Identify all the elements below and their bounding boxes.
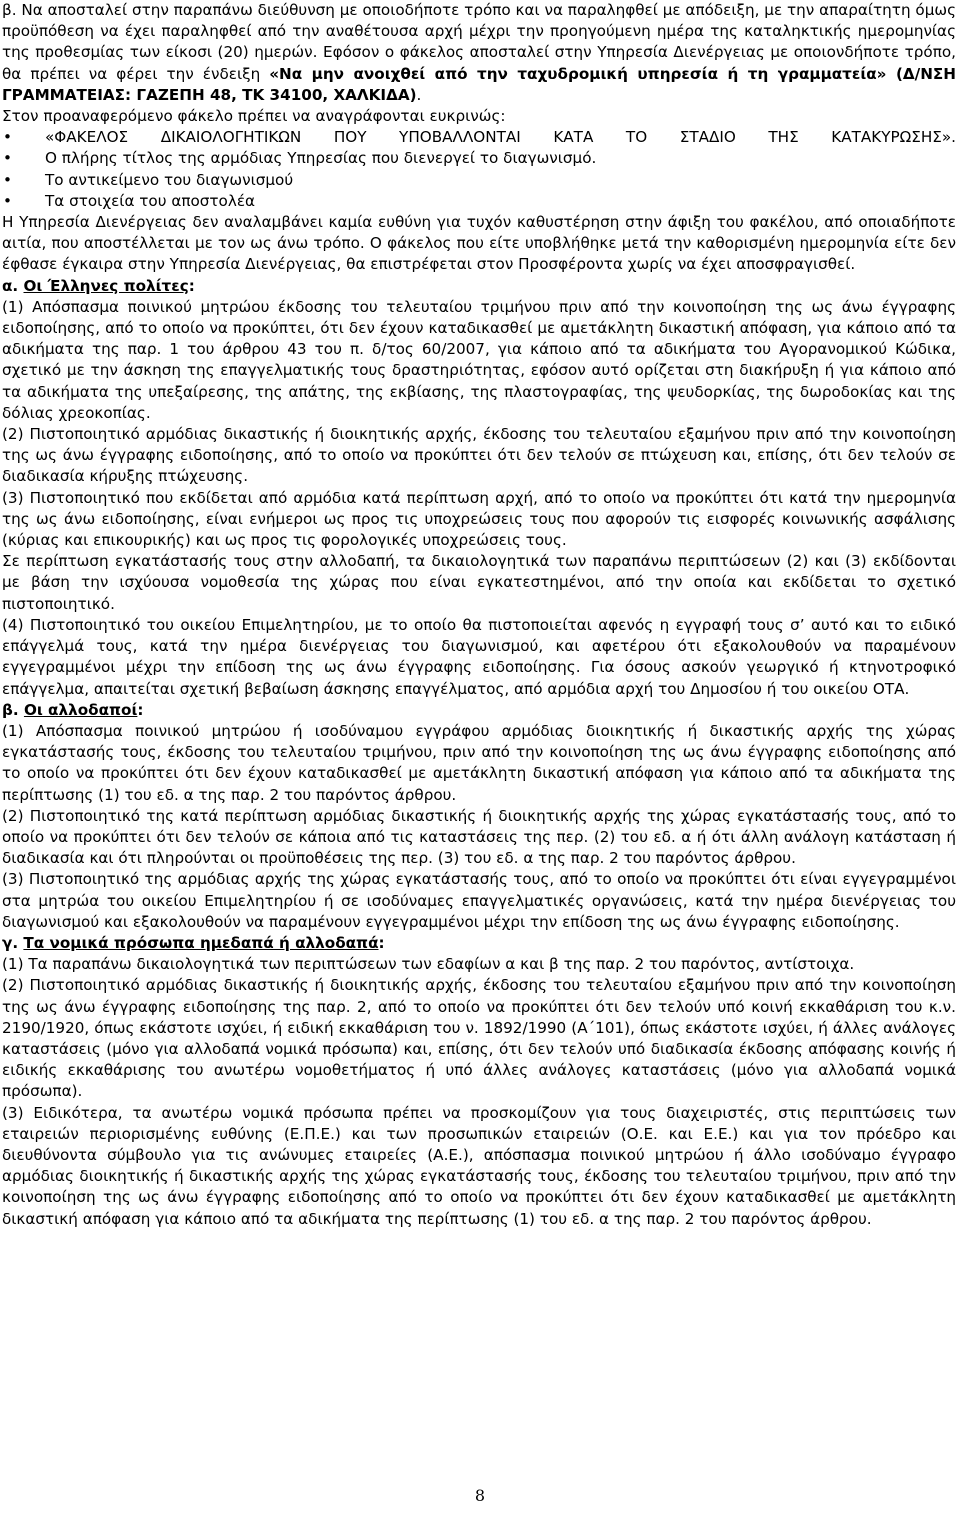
bullet-icon: • [3,128,12,147]
item-c3: (3) Ειδικότερα, τα ανωτέρω νομικά πρόσωπα πρέπει να προσκομίζουν για τους διαχειριστές, στις περιπτώσεις των εταιρειών περιορισμένης ευθύνης (Ε.Π.Ε.) και των προσωπικών εταιρειών (Ο.Ε. και Ε.Ε.) και για τον πρόεδρο και διευθύνοντα σύμβουλο για τις ανώνυμες εταιρείες (Α.Ε.), απόσπασμα ποινικού μητρώου ή άλλο ισοδύναμο έγγραφο αρμόδιας διοικητικής ή δικαστικής αρχής της χώρας εγκατάστασής τους, έκδοσης του τελευταίου τριμήνου, πριν από την κοινοποίηση της ως άνω έγγραφης ειδοποίησης από το οποίο να προκύπτει ότι δεν έχουν καταδικασθεί με αμετάκλητη δικαστική απόφαση για κάποιο από τα αδικήματα της περίπτωσης (1) του εδ. α της παρ. 2 του παρόντος άρθρου. [2,1103,956,1228]
delivery-text: β. Να αποσταλεί στην παραπάνω διεύθυνση με οποιοδήποτε τρόπο και να παραληφθεί με απόδειξη, με την απαραίτητη όμως προϋπόθεση να έχει παραληφθεί από την αναθέτουσα αρχή μέχρι την προηγούμενη ημέρα της καταληκτικής ημερομηνίας της προθεσμίας των είκοσι (20) ημερών. Εφόσον ο φάκελος αποσταλεί στην Υπηρεσία Διενέργειας με οποιονδήποτε τρόπο, θα πρέπει να φέρει την ένδειξη [2,1,956,83]
item-b2: (2) Πιστοποιητικό της κατά περίπτωση αρμόδιας δικαστικής ή διοικητικής αρχής της χώρας εγκατάστασής τους, από το οποίο να προκύπτει ότι δεν τελούν σε κάποια από τις καταστάσεις της περ. (2) του εδ. α ή ότι άλλη ανάλογη κατάσταση ή διαδικασία και ότι πληρούνται οι προϋποθέσεις της περ. (3) του εδ. α της παρ. 2 του παρόντος άρθρου. [2,806,956,868]
list-item [2,191,956,212]
bullet-icon: • [3,170,12,189]
item-a3: (3) Πιστοποιητικό που εκδίδεται από αρμόδια κατά περίπτωση αρχή, από το οποίο να προκύπτει ότι κατά την ημερομηνία της ως άνω ειδοποίησης, είναι ενήμεροι ως προς τις υποχρεώσεις τους που αφορούν τις εισφορές κοινωνικής ασφάλισης (κύριας και επικουρικής) και ως προς τις φορολογικές υποχρεώσεις τους. [2,488,956,550]
liability-paragraph: Η Υπηρεσία Διενέργειας δεν αναλαμβάνει καμία ευθύνη για τυχόν καθυστέρηση στην άφιξη του φακέλου, από οποιαδήποτε αιτία, που αποστέλλεται με τον ως άνω τρόπο. Ο φάκελος που είτε υποβλήθηκε μετά την καθορισμένη ημερομηνία είτε δεν έφθασε έγκαιρα στην Υπηρεσία Διενέργειας, θα επιστρέφεται στον Προσφέροντα χωρίς να έχει αποσφραγισθεί. [2,213,956,274]
heading-text: Οι αλλοδαποί [23,700,138,719]
list-item-text: «ΦΑΚΕΛΟΣ ΔΙΚΑΙΟΛΟΓΗΤΙΚΩΝ ΠΟΥ ΥΠΟΒΑΛΛΟΝΤΑΙ ΚΑΤΑ ΤΟ ΣΤΑΔΙΟ ΤΗΣ ΚΑΤΑΚΥΡΩΣΗΣ». [45,128,956,147]
heading-text: Οι Έλληνες πολίτες [23,276,189,295]
page-number: 8 [474,1486,486,1505]
envelope-bullet-list [2,127,956,212]
item-a1: (1) Απόσπασμα ποινικού μητρώου έκδοσης του τελευταίου τριμήνου πριν από την κοινοποίηση της ως άνω έγγραφης ειδοποίησης, από το οποίο να προκύπτει, ότι δεν έχουν καταδικασθεί με αμετάκλητη δικαστική απόφαση, για κάποιο από τα αδικήματα της παρ. 1 του άρθρου 43 του π. δ/τος 60/2007, για κάποιο από τα αδικήματα του Αγορανομικού Κώδικα, σχετικό με την άσκηση της επαγγελματικής τους δραστηριότητας, εφόσον αυτό ορίζεται στη διακήρυξη ή για κάποιο από τα αδικήματα της υπεξαίρεσης, της απάτης, της εκβίασης, της πλαστογραφίας, της ψευδορκίας, της δωροδοκίας και της δόλιας χρεοκοπίας. [2,297,956,422]
heading-text: Τα νομικά πρόσωπα ημεδαπά ή αλλοδαπά [23,933,379,952]
delivery-paragraph [2,0,956,106]
list-item [2,148,956,169]
item-c2: (2) Πιστοποιητικό αρμόδιας δικαστικής ή διοικητικής αρχής, έκδοσης του τελευταίου εξαμήνου πριν από την κοινοποίηση της ως άνω έγγραφης ειδοποίησης της παρ. 2, από το οποίο να προκύπτει ότι δεν τελούν υπό κοινή εκκαθάριση του κ.ν. 2190/1920, όπως εκάστοτε ισχύει, ή ειδική εκκαθάριση του ν. 1892/1990 (Α΄101), όπως εκάστοτε ισχύει, ή άλλες ανάλογες καταστάσεις (μόνο για αλλοδαπά νομικά πρόσωπα) και, επίσης, ότι δεν τελούν υπό διαδικασία έκδοσης απόφασης κοινής ή ειδικής εκκαθάρισης του ανωτέρω νομοθετήματος ή υπό άλλες ανάλογες καταστάσεις (μόνο για αλλοδαπά νομικά πρόσωπα). [2,976,956,1101]
section-heading-legal-entities: γ. Τα νομικά πρόσωπα ημεδαπά ή αλλοδαπά: [2,933,385,952]
section-heading-greek-citizens: α. Οι Έλληνες πολίτες: [2,276,195,295]
envelope-intro: Στον προαναφερόμενο φάκελο πρέπει να αναγράφονται ευκρινώς: [2,107,506,126]
item-b1: (1) Απόσπασμα ποινικού μητρώου ή ισοδύναμου εγγράφου αρμόδιας διοικητικής ή δικαστικής αρχής της χώρας εγκατάστασής τους, έκδοσης του τελευταίου τριμήνου, πριν από την κοινοποίηση της ως άνω έγγραφης ειδοποίησης από το οποίο να προκύπτει ότι δεν έχουν καταδικασθεί με αμετάκλητη δικαστική απόφαση για κάποιο από τα αδικήματα της περίπτωσης (1) του εδ. α της παρ. 2 του παρόντος άρθρου. [2,721,956,804]
bullet-icon: • [3,191,12,210]
delivery-text-end: . [416,85,422,104]
list-item [2,127,956,148]
heading-letter: γ. [2,933,24,952]
bullet-icon: • [3,149,12,168]
section-heading-foreigners: β. Οι αλλοδαποί: [2,700,144,719]
item-a2: (2) Πιστοποιητικό αρμόδιας δικαστικής ή διοικητικής αρχής, έκδοσης του τελευταίου εξαμήνου πριν από την κοινοποίηση της ως άνω έγγραφης ειδοποίησης, από το οποίο να προκύπτει ότι δεν τελούν σε πτώχευση και, επίσης, ότι δεν τελούν σε διαδικασία κήρυξης πτώχευσης. [2,425,956,486]
document-page [2,0,956,1230]
list-item-text: Τα στοιχεία του αποστολέα [45,191,256,210]
list-item-text: Ο πλήρης τίτλος της αρμόδιας Υπηρεσίας που διενεργεί το διαγωνισμό. [45,149,597,168]
heading-letter: β. [2,700,24,719]
envelope-label-bold: «Να μην ανοιχθεί από την ταχυδρομική υπηρεσία ή τη γραμματεία» (Δ/ΝΣΗ ΓΡΑΜΜΑΤΕΙΑΣ: ΓΑΖΕΠΗ 48, ΤΚ 34100, ΧΑΛΚΙΔΑ) [2,64,956,104]
list-item [2,170,956,191]
heading-letter: α. [2,276,24,295]
item-a4: (4) Πιστοποιητικό του οικείου Επιμελητηρίου, με το οποίο θα πιστοποιείται αφενός η εγγραφή τους σ’ αυτό και το ειδικό επάγγελμά τους, κατά την ημέρα διενέργειας του διαγωνισμού, και αφετέρου ότι εξακολουθούν να παραμένουν εγγεγραμμένοι μέχρι την επίδοση της ως άνω έγγραφης ειδοποίησης. Για όσους ασκούν γεωργικό ή κτηνοτροφικό επάγγελμα, απαιτείται σχετική βεβαίωση άσκησης επαγγέλματος, από αρμόδια αρχή του Δημοσίου ή του οικείου ΟΤΑ. [2,615,956,698]
item-a3-note: Σε περίπτωση εγκατάστασής τους στην αλλοδαπή, τα δικαιολογητικά των παραπάνω περιπτώσεων (2) και (3) εκδίδονται με βάση την ισχύουσα νομοθεσία της χώρας που είναι εγκατεστημένοι, από την οποία και εκδίδεται το σχετικό πιστοποιητικό. [2,552,956,613]
list-item-text: Το αντικείμενο του διαγωνισμού [45,170,294,189]
item-b3: (3) Πιστοποιητικό της αρμόδιας αρχής της χώρας εγκατάστασής τους, από το οποίο να προκύπτει ότι είναι εγγεγραμμένοι στα μητρώα του οικείου Επιμελητηρίου ή σε ισοδύναμες επαγγελματικές οργανώσεις, κατά την ημέρα διενέργειας του διαγωνισμού και εξακολουθούν να παραμένουν εγγεγραμμένοι μέχρι την επίδοση της ως άνω έγγραφης ειδοποίησης. [2,870,956,931]
item-c1: (1) Τα παραπάνω δικαιολογητικά των περιπτώσεων των εδαφίων α και β της παρ. 2 του παρόντος, αντίστοιχα. [2,955,855,974]
